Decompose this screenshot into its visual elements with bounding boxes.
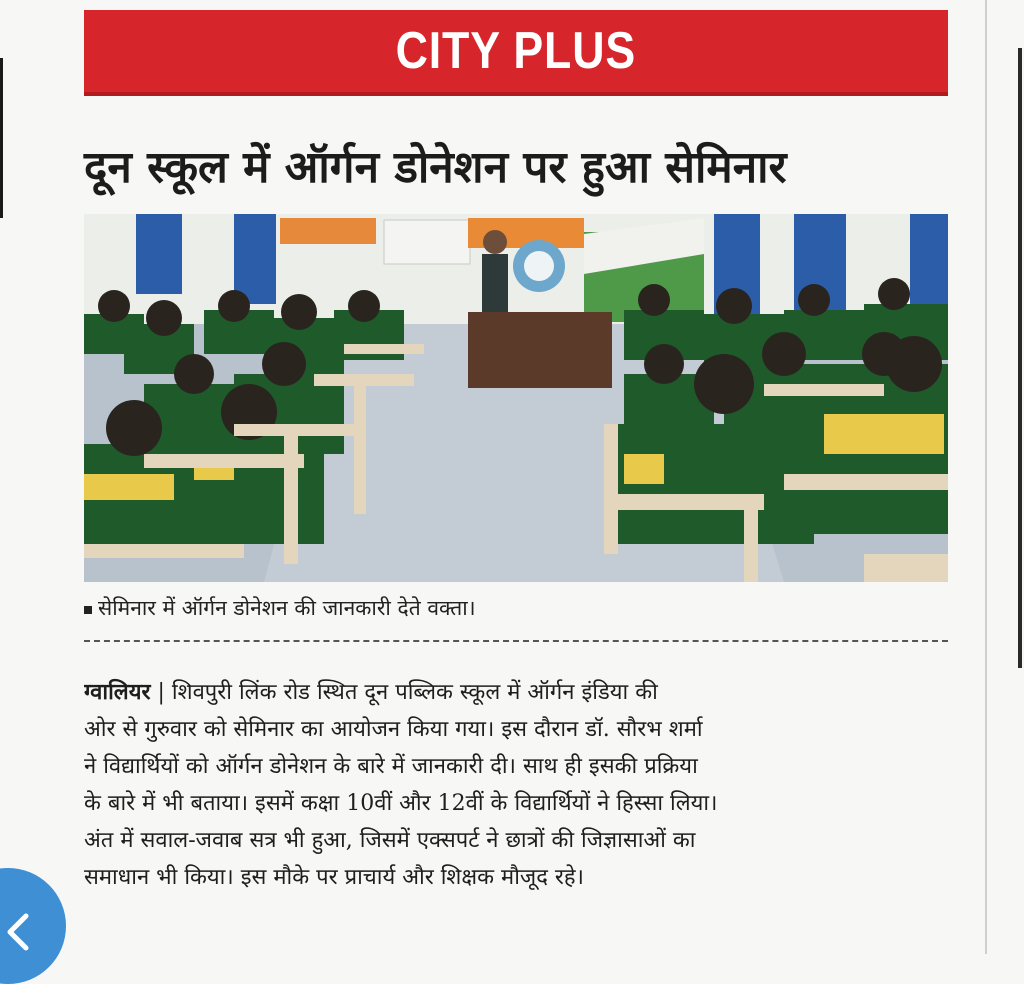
article-line: ने विद्यार्थियों को ऑर्गन डोनेशन के बारे में जानकारी दी। साथ ही इसकी प्रक्रिया (84, 754, 698, 779)
section-banner (84, 10, 948, 96)
article-photo (84, 214, 948, 582)
article-headline: दून स्कूल में ऑर्गन डोनेशन पर हुआ सेमिनार (84, 142, 787, 193)
page-edge-bar-left (0, 58, 3, 218)
dateline-separator: | (157, 680, 165, 705)
caption-divider (84, 640, 948, 642)
section-title: CITY PLUS (395, 22, 637, 80)
article-line (84, 674, 948, 711)
article-line-text: शिवपुरी लिंक रोड स्थित दून पब्लिक स्कूल में ऑर्गन इंडिया की (171, 680, 658, 705)
article-line: ओर से गुरुवार को सेमिनार का आयोजन किया गया। इस दौरान डॉ. सौरभ शर्मा (84, 717, 703, 742)
photo-caption (84, 592, 948, 624)
dateline: ग्वालियर (84, 679, 151, 705)
article-line: अंत में सवाल-जवाब सत्र भी हुआ, जिसमें एक्सपर्ट ने छात्रों की जिज्ञासाओं का (84, 828, 696, 853)
seminar-photo-illustration (84, 214, 948, 582)
article-line: समाधान भी किया। इस मौके पर प्राचार्य और शिक्षक मौजूद रहे। (84, 865, 584, 890)
back-button[interactable] (0, 868, 66, 984)
article-body (84, 674, 948, 896)
page-edge-bar-right (1018, 48, 1022, 668)
chevron-left-icon (4, 912, 32, 952)
column-rule (985, 0, 987, 954)
article-line: के बारे में भी बताया। इसमें कक्षा 10वीं और 12वीं के विद्यार्थियों ने हिस्सा लिया। (84, 791, 718, 816)
caption-bullet (84, 606, 92, 614)
caption-text: सेमिनार में ऑर्गन डोनेशन की जानकारी देते वक्ता। (98, 596, 476, 620)
